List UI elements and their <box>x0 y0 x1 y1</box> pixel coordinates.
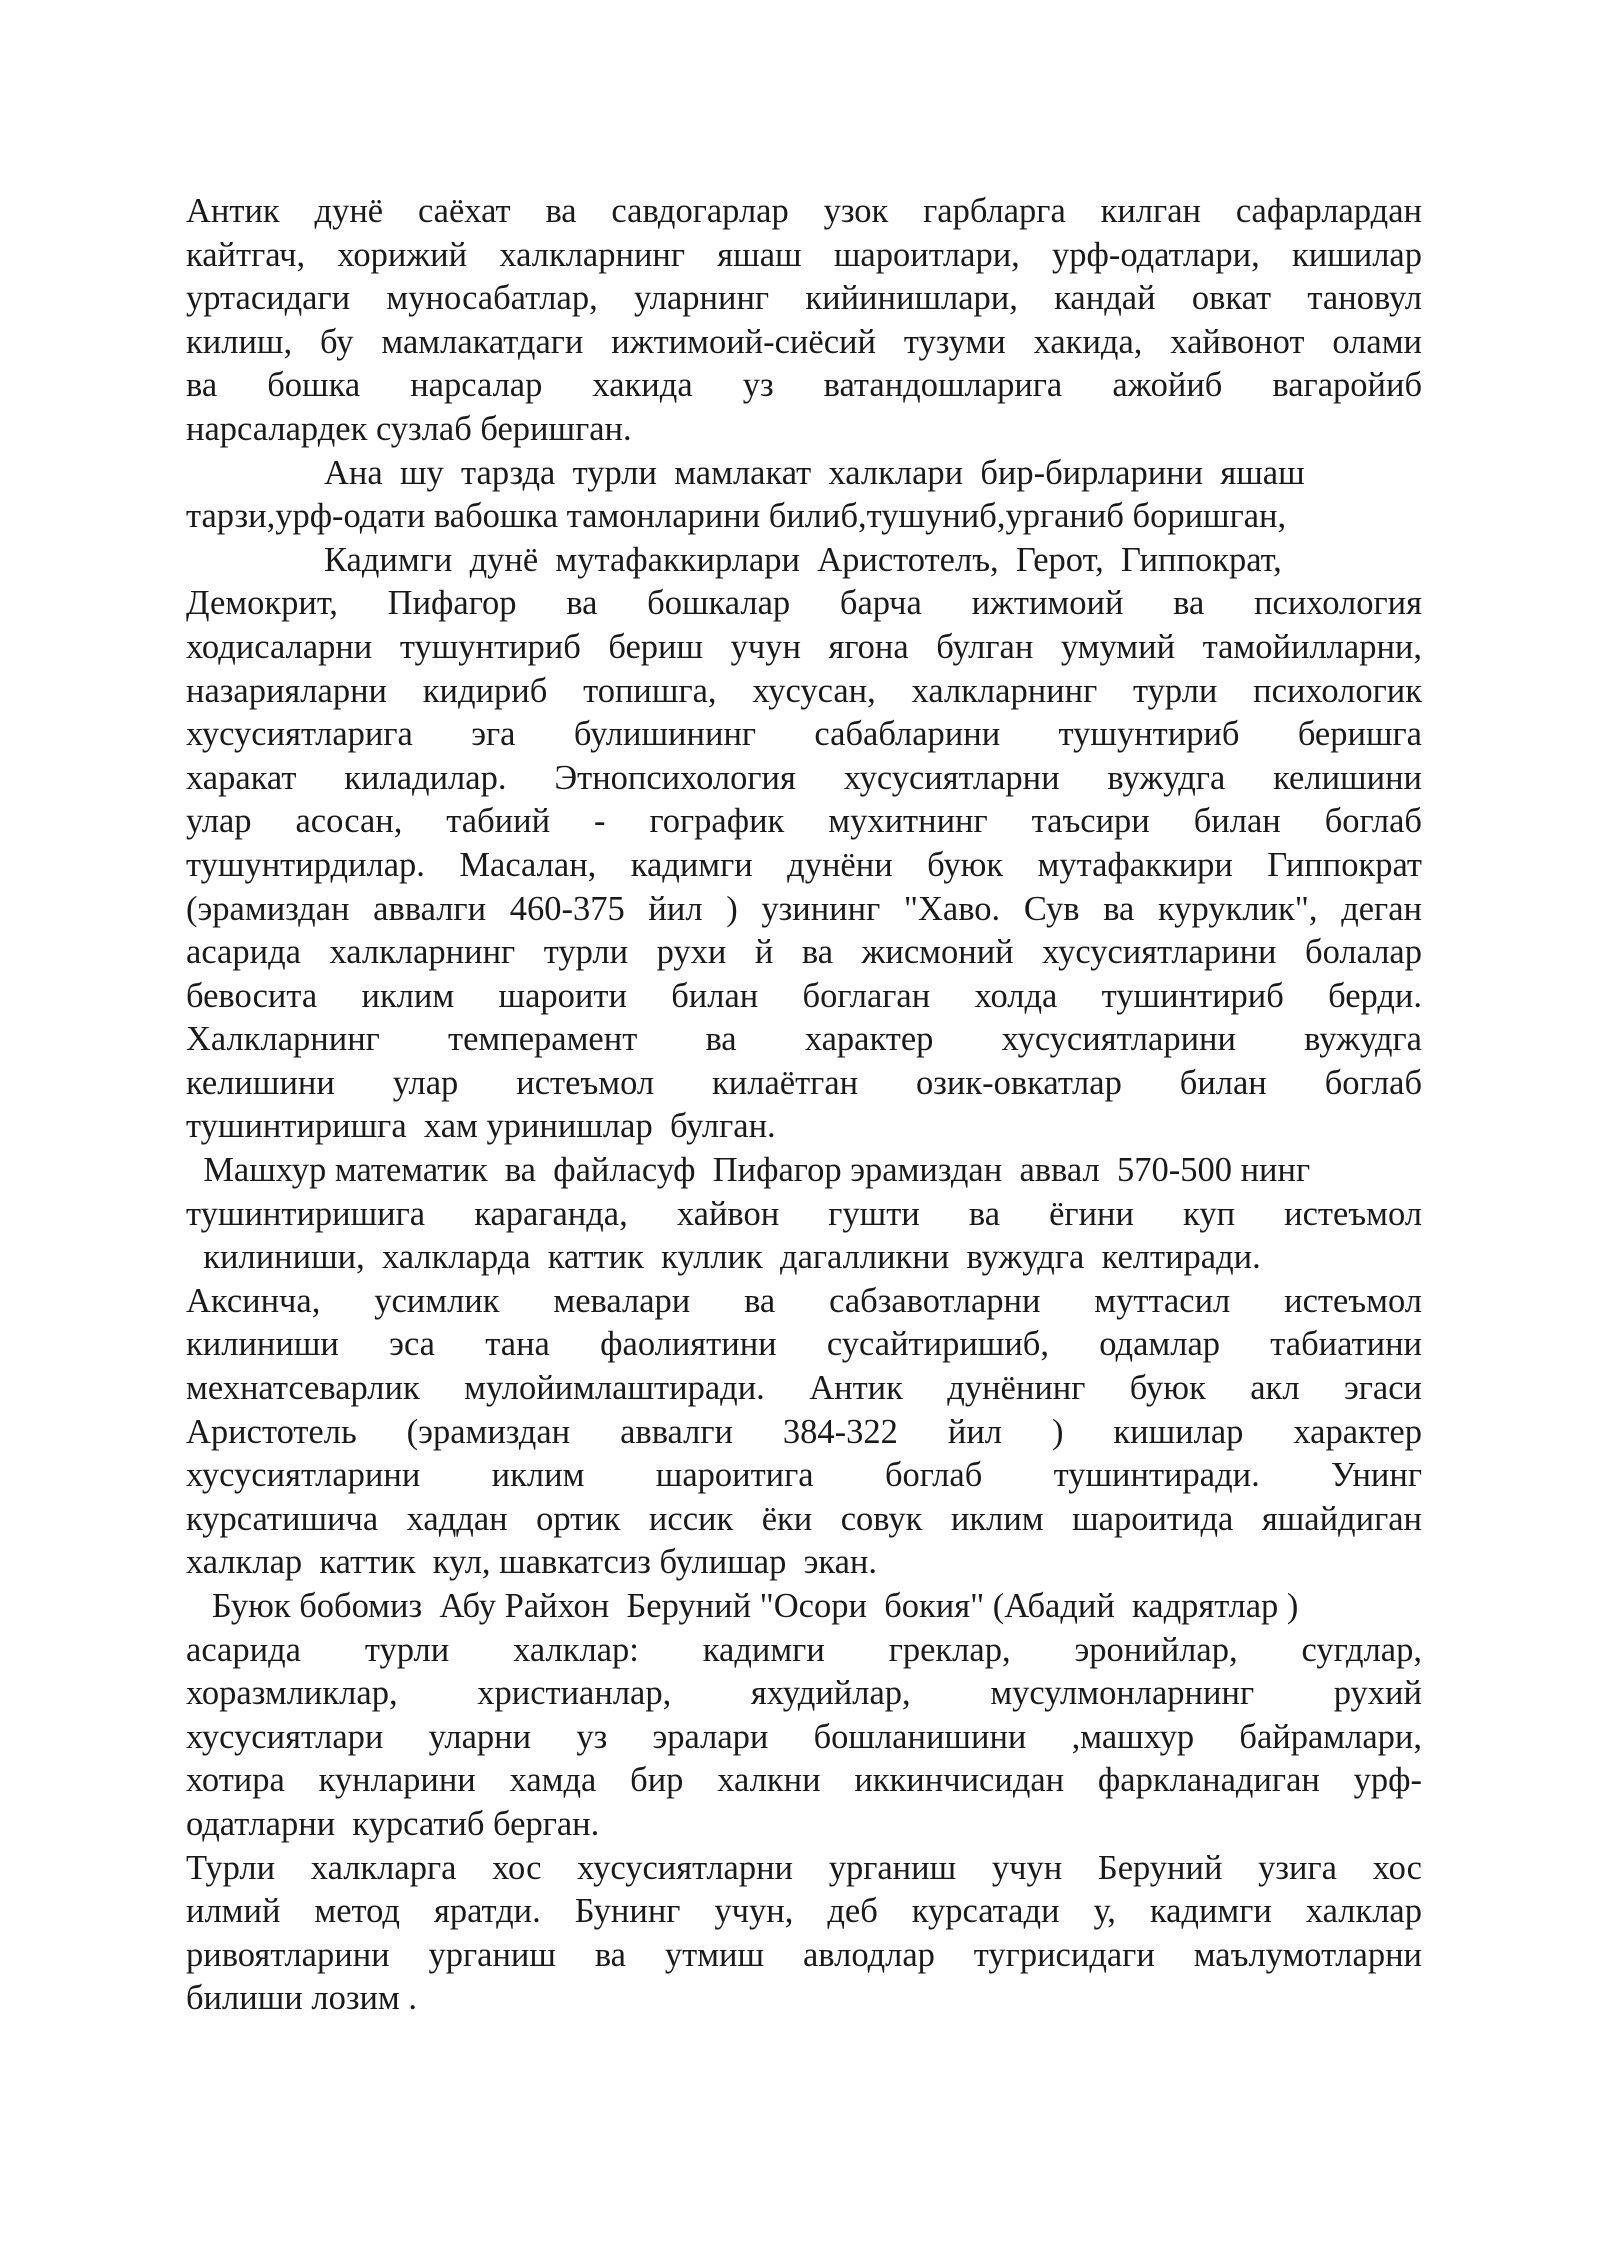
paragraph <box>186 1280 1422 1585</box>
text-line: тушунтирдилар. Масалан, кадимги дунёни буюк мутафаккири Гиппократ <box>186 845 1422 884</box>
text-line: халклар каттик кул, шавкатсиз булишар экан. <box>186 1543 878 1582</box>
text-line: Аксинча, усимлик мевалари ва сабзавотларни муттасил истеъмол <box>186 1281 1422 1320</box>
text-line: Машхур математик ва файласуф Пифагор эрамиздан аввал 570-500 нинг <box>186 1151 1311 1190</box>
text-line: назарияларни кидириб топишга, хусусан, халкларнинг турли психологик <box>186 671 1422 710</box>
text-line: уртасидаги муносабатлар, уларнинг кийинишлари, кандай овкат тановул <box>186 279 1422 318</box>
text-line: хотира кунларини хамда бир халкни иккинчисидан фаркланадиган урф- <box>186 1761 1422 1800</box>
text-line: тарзи,урф-одати вабошка тамонларини билиб,тушуниб,урганиб боришган, <box>186 497 1287 536</box>
text-line: харакат киладилар. Этнопсихология хусусиятларни вужудга келишини <box>186 758 1422 797</box>
text-line: ходисаларни тушунтириб бериш учун ягона булган умумий тамойилларни, <box>186 627 1422 666</box>
text-line: килиш, бу мамлакатдаги ижтимоий-сиёсий тузуми хакида, хайвонот олами <box>186 322 1422 361</box>
text-line: килиниши, халкларда каттик куллик дагалликни вужудга келтиради. <box>186 1238 1261 1277</box>
text-line: Буюк бобомиз Абу Райхон Беруний "Осори бокия" (Абадий кадрятлар ) <box>186 1587 1299 1625</box>
text-line: хусусиятларини иклим шароитига боглаб тушинтиради. Унинг <box>186 1456 1422 1495</box>
text-line: тушинтиришга хам уринишлар булган. <box>186 1107 776 1146</box>
paragraph <box>186 1149 1422 1280</box>
text-line: одатларни курсатиб берган. <box>186 1804 600 1843</box>
text-line: тушинтиришига караганда, хайвон гушти ва ёгини куп истеъмол <box>186 1194 1422 1233</box>
text-line: Аристотель (эрамиздан аввалги 384-322 йил ) кишилар характер <box>186 1412 1422 1451</box>
text-line: Халкларнинг темперамент ва характер хусусиятларини вужудга <box>186 1020 1422 1059</box>
text-line: Демокрит, Пифагор ва бошкалар барча ижтимоий ва психология <box>186 584 1422 623</box>
text-line: Кадимги дунё мутафаккирлари Аристотелъ, Герот, Гиппократ, <box>186 540 1282 579</box>
text-line: кайтгач, хорижий халкларнинг яшаш шароитлари, урф-одатлари, кишилар <box>186 235 1422 274</box>
paragraph <box>186 539 1422 1149</box>
text-line: улар асосан, табиий - гографик мухитнинг таъсири билан боглаб <box>186 802 1422 841</box>
paragraph <box>186 190 1422 452</box>
text-line: хусусиятлари уларни уз эралари бошланишини ,машхур байрамлари, <box>186 1717 1422 1756</box>
text-line: ва бошка нарсалар хакида уз ватандошларига ажойиб вагаройиб <box>186 366 1422 405</box>
paragraph <box>186 1585 1422 1847</box>
text-line: илмий метод яратди. Бунинг учун, деб курсатади у, кадимги халклар <box>186 1892 1422 1931</box>
text-line: хоразмликлар, христианлар, яхудийлар, мусулмонларнинг рухий <box>186 1674 1422 1713</box>
text-line: билиши лозим . <box>186 1979 417 2018</box>
text-line: бевосита иклим шароити билан боглаган холда тушинтириб берди. <box>186 976 1422 1015</box>
text-line: килиниши эса тана фаолиятини сусайтиришиб, одамлар табиатини <box>186 1325 1422 1364</box>
document-page <box>186 190 1422 2021</box>
text-line: хусусиятларига эга булишининг сабабларини тушунтириб беришга <box>186 715 1422 754</box>
text-line: нарсалардек сузлаб беришган. <box>186 409 632 448</box>
text-line: мехнатсеварлик мулойимлаштиради. Антик дунёнинг буюк акл эгаси <box>186 1369 1422 1408</box>
text-line: ривоятларини урганиш ва утмиш авлодлар тугрисидаги маълумотларни <box>186 1935 1422 1974</box>
text-line: асарида халкларнинг турли рухи й ва жисмоний хусусиятларини болалар <box>186 933 1422 972</box>
text-line: асарида турли халклар: кадимги греклар, эронийлар, сугдлар, <box>186 1630 1422 1669</box>
document-body <box>186 190 1422 2021</box>
text-line: келишини улар истеъмол килаётган озик-овкатлар билан боглаб <box>186 1063 1422 1102</box>
text-line: Турли халкларга хос хусусиятларни урганиш учун Беруний узига хос <box>186 1848 1422 1887</box>
text-line: (эрамиздан аввалги 460-375 йил ) узининг "Хаво. Сув ва куруклик", деган <box>186 889 1422 928</box>
text-line: Антик дунё саёхат ва савдогарлар узок гарбларга килган сафарлардан <box>186 192 1422 230</box>
text-line: курсатишича хаддан ортик иссик ёки совук иклим шароитида яшайдиган <box>186 1499 1422 1538</box>
text-line: Ана шу тарзда турли мамлакат халклари бир-бирларини яшаш <box>186 453 1305 492</box>
paragraph <box>186 452 1422 539</box>
paragraph <box>186 1847 1422 2021</box>
